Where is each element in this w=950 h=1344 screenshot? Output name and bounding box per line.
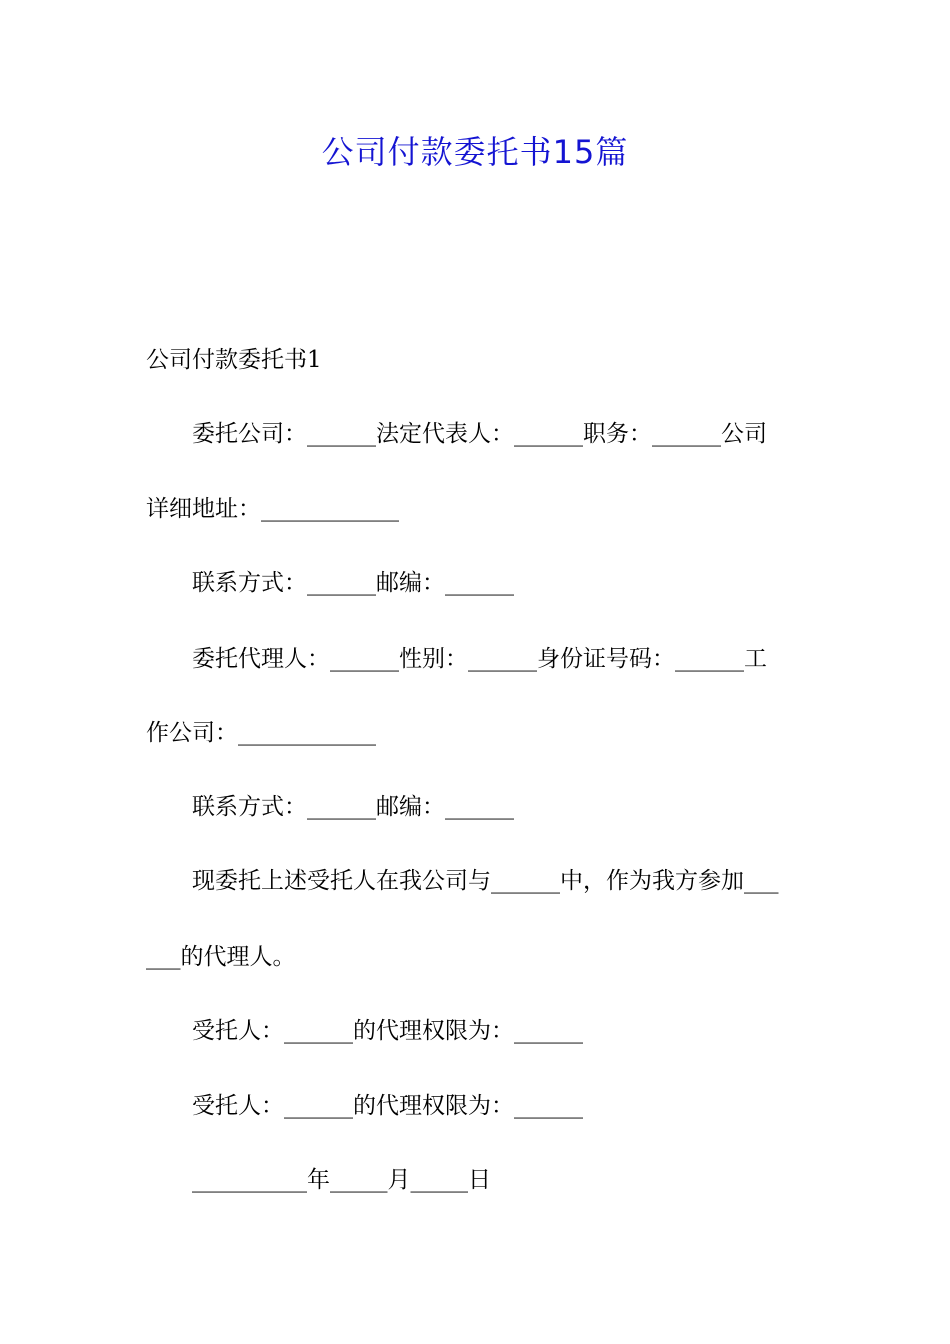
paragraph-line-3: 联系方式：______邮编：______ [192, 570, 514, 596]
paragraph-line-9: 受托人：______的代理权限为：______ [192, 1018, 583, 1044]
paragraph-line-8: ___的代理人。 [146, 944, 296, 970]
paragraph-line-6: 联系方式：______邮编：______ [192, 794, 514, 820]
paragraph-line-4: 委托代理人：______性别：______身份证号码：______工 [192, 646, 767, 672]
paragraph-line-5: 作公司：____________ [146, 720, 376, 746]
document-title: 公司付款委托书15篇 [321, 133, 629, 171]
paragraph-line-7: 现委托上述受托人在我公司与______中，作为我方参加___ [192, 868, 779, 894]
paragraph-line-1: 委托公司：______法定代表人：______职务：______公司 [192, 421, 767, 447]
paragraph-line-10: 受托人：______的代理权限为：______ [192, 1093, 583, 1119]
date-line: __________年_____月_____日 [192, 1167, 491, 1193]
paragraph-line-2: 详细地址：____________ [146, 496, 399, 522]
section-heading: 公司付款委托书1 [146, 347, 322, 373]
